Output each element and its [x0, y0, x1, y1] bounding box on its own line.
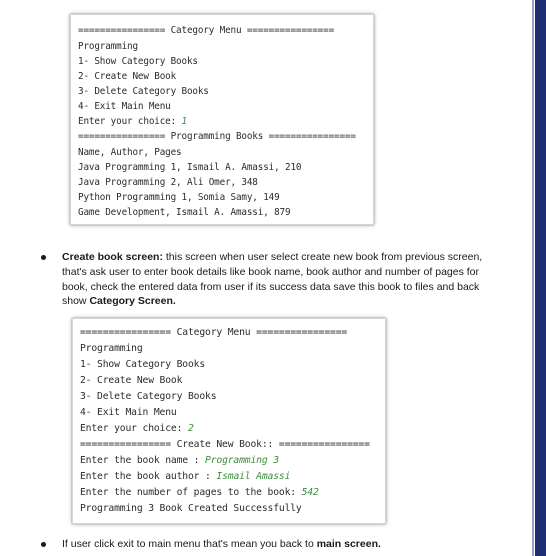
choice-prompt: Enter your choice:: [78, 116, 182, 127]
console-line: 4- Exit Main Menu: [78, 101, 171, 112]
name-value: Programming 3: [205, 455, 279, 466]
exit-paragraph: [62, 537, 502, 552]
console-choice-line: [78, 116, 187, 127]
paragraph-tail: main screen.: [316, 538, 381, 550]
console-choice-line: [80, 423, 194, 434]
author-prompt: Enter the book author :: [80, 471, 217, 482]
console-screenshot-category-books: [70, 14, 374, 225]
create-book-paragraph: [62, 250, 492, 309]
console-pages-line: [80, 487, 319, 498]
console-columns: Name, Author, Pages: [78, 147, 182, 158]
bullet-dot: [41, 255, 46, 260]
console-line: Programming: [78, 41, 138, 52]
page-edge-bar: [535, 0, 546, 556]
console-book-row: Java Programming 1, Ismail A. Amassi, 210: [78, 162, 302, 173]
console-books-header: ================ Programming Books ================: [78, 131, 356, 142]
console-create-header: ================ Create New Book:: ================: [80, 439, 370, 450]
console-line: 1- Show Category Books: [78, 56, 198, 67]
paragraph-lead: Create book screen:: [62, 251, 163, 263]
console-line: 3- Delete Category Books: [78, 86, 209, 97]
console-line: 2- Create New Book: [80, 375, 183, 386]
console-line: ================ Category Menu ================: [80, 327, 348, 338]
author-value: Ismail Amassi: [216, 471, 291, 482]
choice-value: 1: [181, 116, 187, 127]
paragraph-body: If user click exit to main menu that's mean you back to: [62, 538, 317, 550]
console-line: ================ Category Menu ================: [78, 25, 335, 36]
bullet-dot: [41, 542, 46, 547]
console-success-line: Programming 3 Book Created Successfully: [80, 503, 302, 514]
console-line: Programming: [80, 343, 143, 354]
paragraph-body: this screen when user select create new book from previous screen, that's ask user to enter book details like book name, book author and number of pages for book, check the entered data from user if its success data save this book to files and back show: [62, 251, 483, 308]
console-line: 1- Show Category Books: [80, 359, 206, 370]
console-line: 4- Exit Main Menu: [80, 407, 177, 418]
console-book-row: Java Programming 2, Ali Omer, 348: [78, 177, 258, 188]
choice-value: 2: [187, 423, 194, 434]
console-line: 2- Create New Book: [78, 71, 177, 82]
console-name-line: [80, 455, 279, 466]
name-prompt: Enter the book name :: [80, 455, 206, 466]
console-book-row: Python Programming 1, Somia Samy, 149: [78, 192, 280, 203]
console-line: 3- Delete Category Books: [80, 391, 217, 402]
pages-value: 542: [301, 487, 319, 498]
choice-prompt: Enter your choice:: [80, 423, 188, 434]
console-author-line: [80, 471, 290, 482]
console-book-row: Game Development, Ismail A. Amassi, 879: [78, 207, 291, 218]
paragraph-tail: Category Screen.: [89, 295, 176, 308]
pages-prompt: Enter the number of pages to the book:: [80, 487, 302, 498]
console-screenshot-create-book: [72, 318, 386, 524]
